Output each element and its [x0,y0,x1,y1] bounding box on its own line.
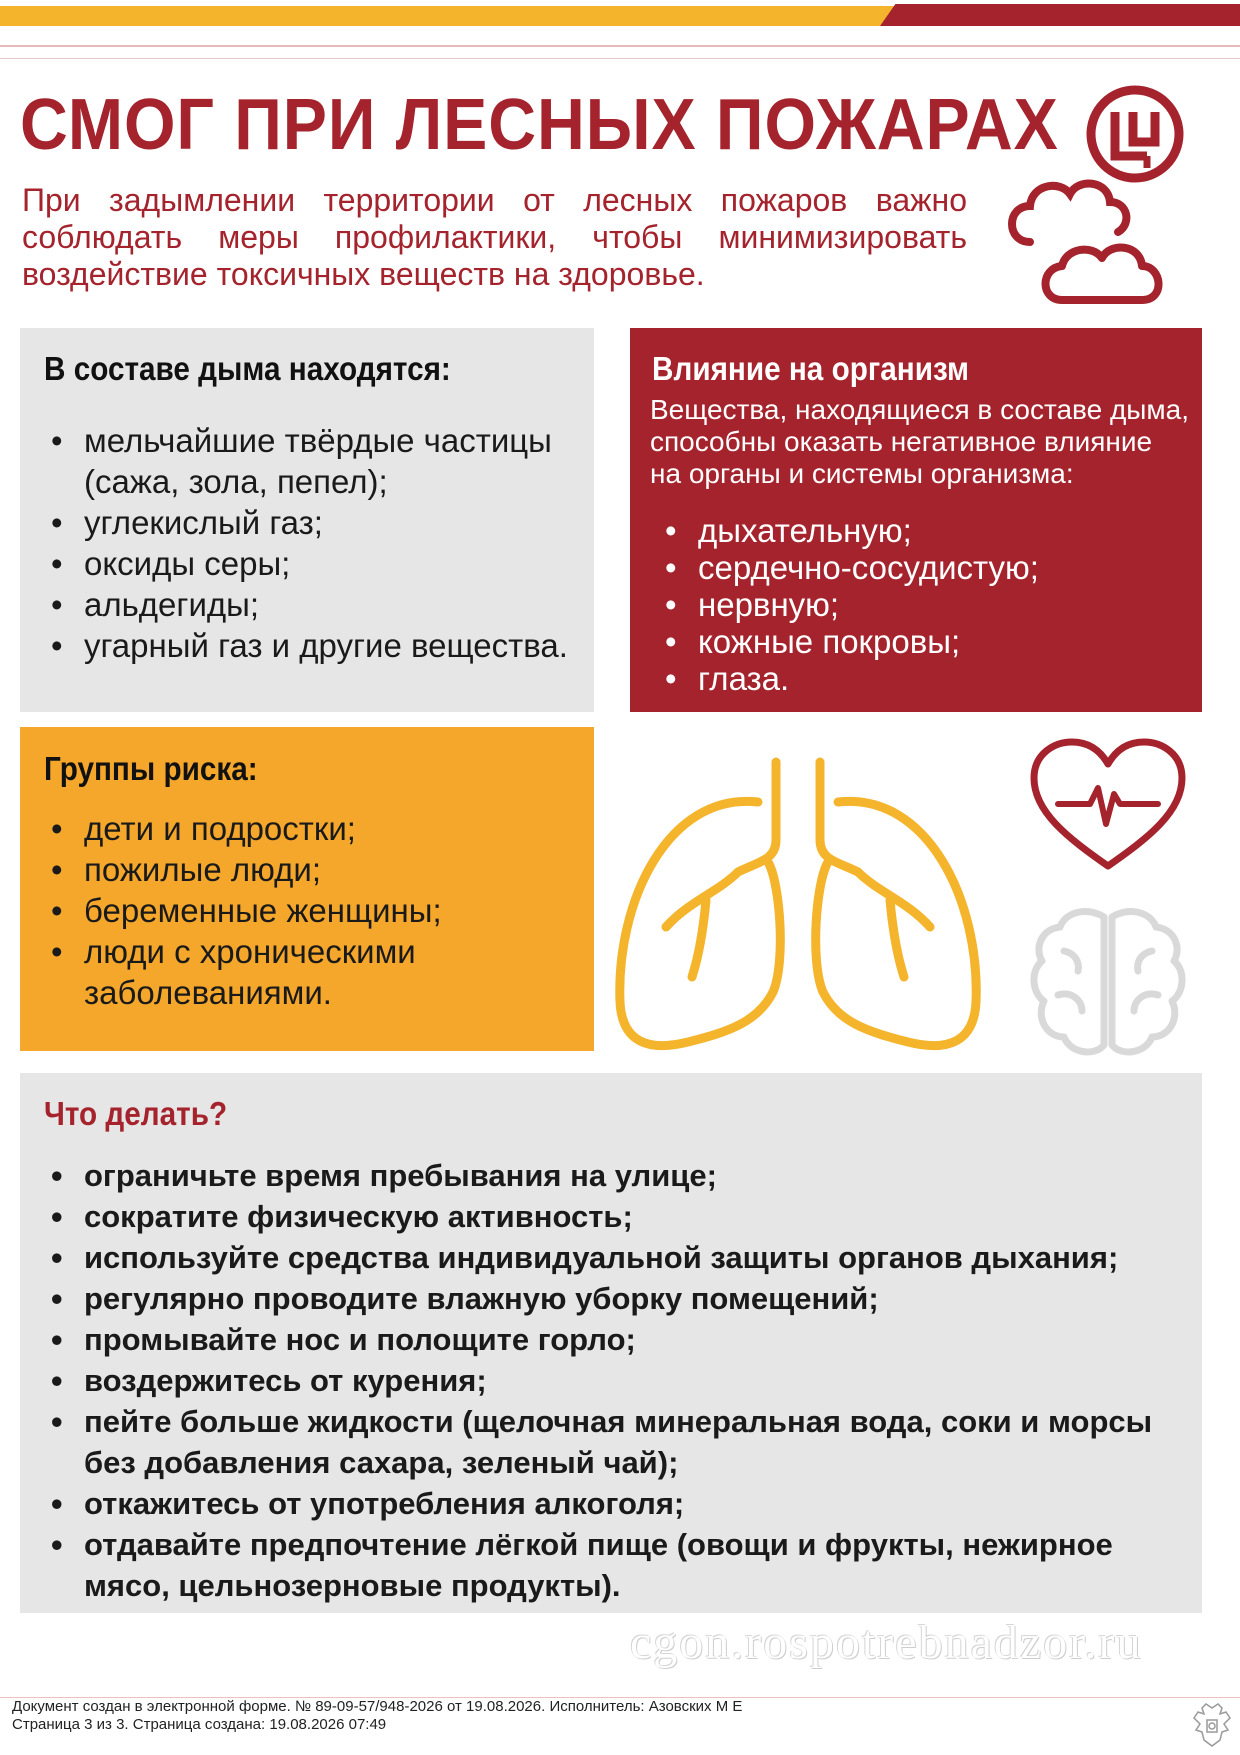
page-title: СМОГ ПРИ ЛЕСНЫХ ПОЖАРАХ [20,85,1059,165]
list-item: • люди с хроническими заболеваниями. [44,931,584,1013]
intro-text: При задымлении территории от лесных пожаров важно соблюдать меры профилактики, чтобы минимизировать воздействие токсичных веществ на здоровье. [22,182,967,292]
list-item: • нервную; [658,586,1188,623]
divider-line [0,45,1240,47]
list-item: • отдавайте предпочтение лёгкой пище (овощи и фрукты, нежирное мясо, цельнозерновые продукты). [44,1524,1194,1606]
list-item: • сердечно-сосудистую; [658,549,1188,586]
risk-heading: Группы риска: [44,750,258,787]
list-item: • пейте больше жидкости (щелочная минеральная вода, соки и морсы без добавления сахара, зеленый чай); [44,1401,1194,1483]
clouds-icon [1000,150,1180,310]
list-item: • регулярно проводите влажную уборку помещений; [44,1278,1194,1319]
list-item: • дыхательную; [658,512,1188,549]
divider-line [0,58,1240,59]
list-item: • пожилые люди; [44,849,584,890]
list-item: • беременные женщины; [44,890,584,931]
list-item: • углекислый газ; [44,502,584,543]
todo-list [44,1155,1194,1606]
list-item: • сократите физическую активность; [44,1196,1194,1237]
impact-list [658,512,1188,697]
list-item: • оксиды серы; [44,543,584,584]
list-item: • дети и подростки; [44,808,584,849]
impact-heading: Влияние на организм [652,350,969,387]
list-item: • мельчайшие твёрдые частицы (сажа, зола, пепел); [44,420,584,502]
smoke-heading: В составе дыма находятся: [44,350,451,387]
list-item: • используйте средства индивидуальной защиты органов дыхания; [44,1237,1194,1278]
list-item: • глаза. [658,660,1188,697]
smoke-list [44,420,584,666]
todo-heading: Что делать? [44,1095,228,1132]
website-watermark: cgon.rospotrebnadzor.ru [630,1616,1143,1669]
list-item: • альдегиды; [44,584,584,625]
list-item: • воздержитесь от курения; [44,1360,1194,1401]
heart-pulse-icon [1028,738,1188,873]
list-item: • откажитесь от употребления алкоголя; [44,1483,1194,1524]
lungs-icon [608,752,988,1062]
footer-line-1: Документ создан в электронной форме. № 89-09-57/948-2026 от 19.08.2026. Исполнитель: Азовских М Е [12,1698,743,1715]
coat-of-arms-icon [1192,1702,1232,1750]
footer-line-2: Страница 3 из 3. Страница создана: 19.08.2026 07:49 [12,1716,387,1733]
document-footer [12,1698,742,1734]
impact-text: Вещества, находящиеся в составе дыма, способны оказать негативное влияние на органы и системы организма: [650,394,1190,489]
top-stripe-red [880,4,1240,26]
list-item: • промывайте нос и полощите горло; [44,1319,1194,1360]
list-item: • кожные покровы; [658,623,1188,660]
list-item: • ограничьте время пребывания на улице; [44,1155,1194,1196]
list-item: • угарный газ и другие вещества. [44,625,584,666]
brain-icon [1028,905,1188,1061]
risk-list [44,808,584,1013]
